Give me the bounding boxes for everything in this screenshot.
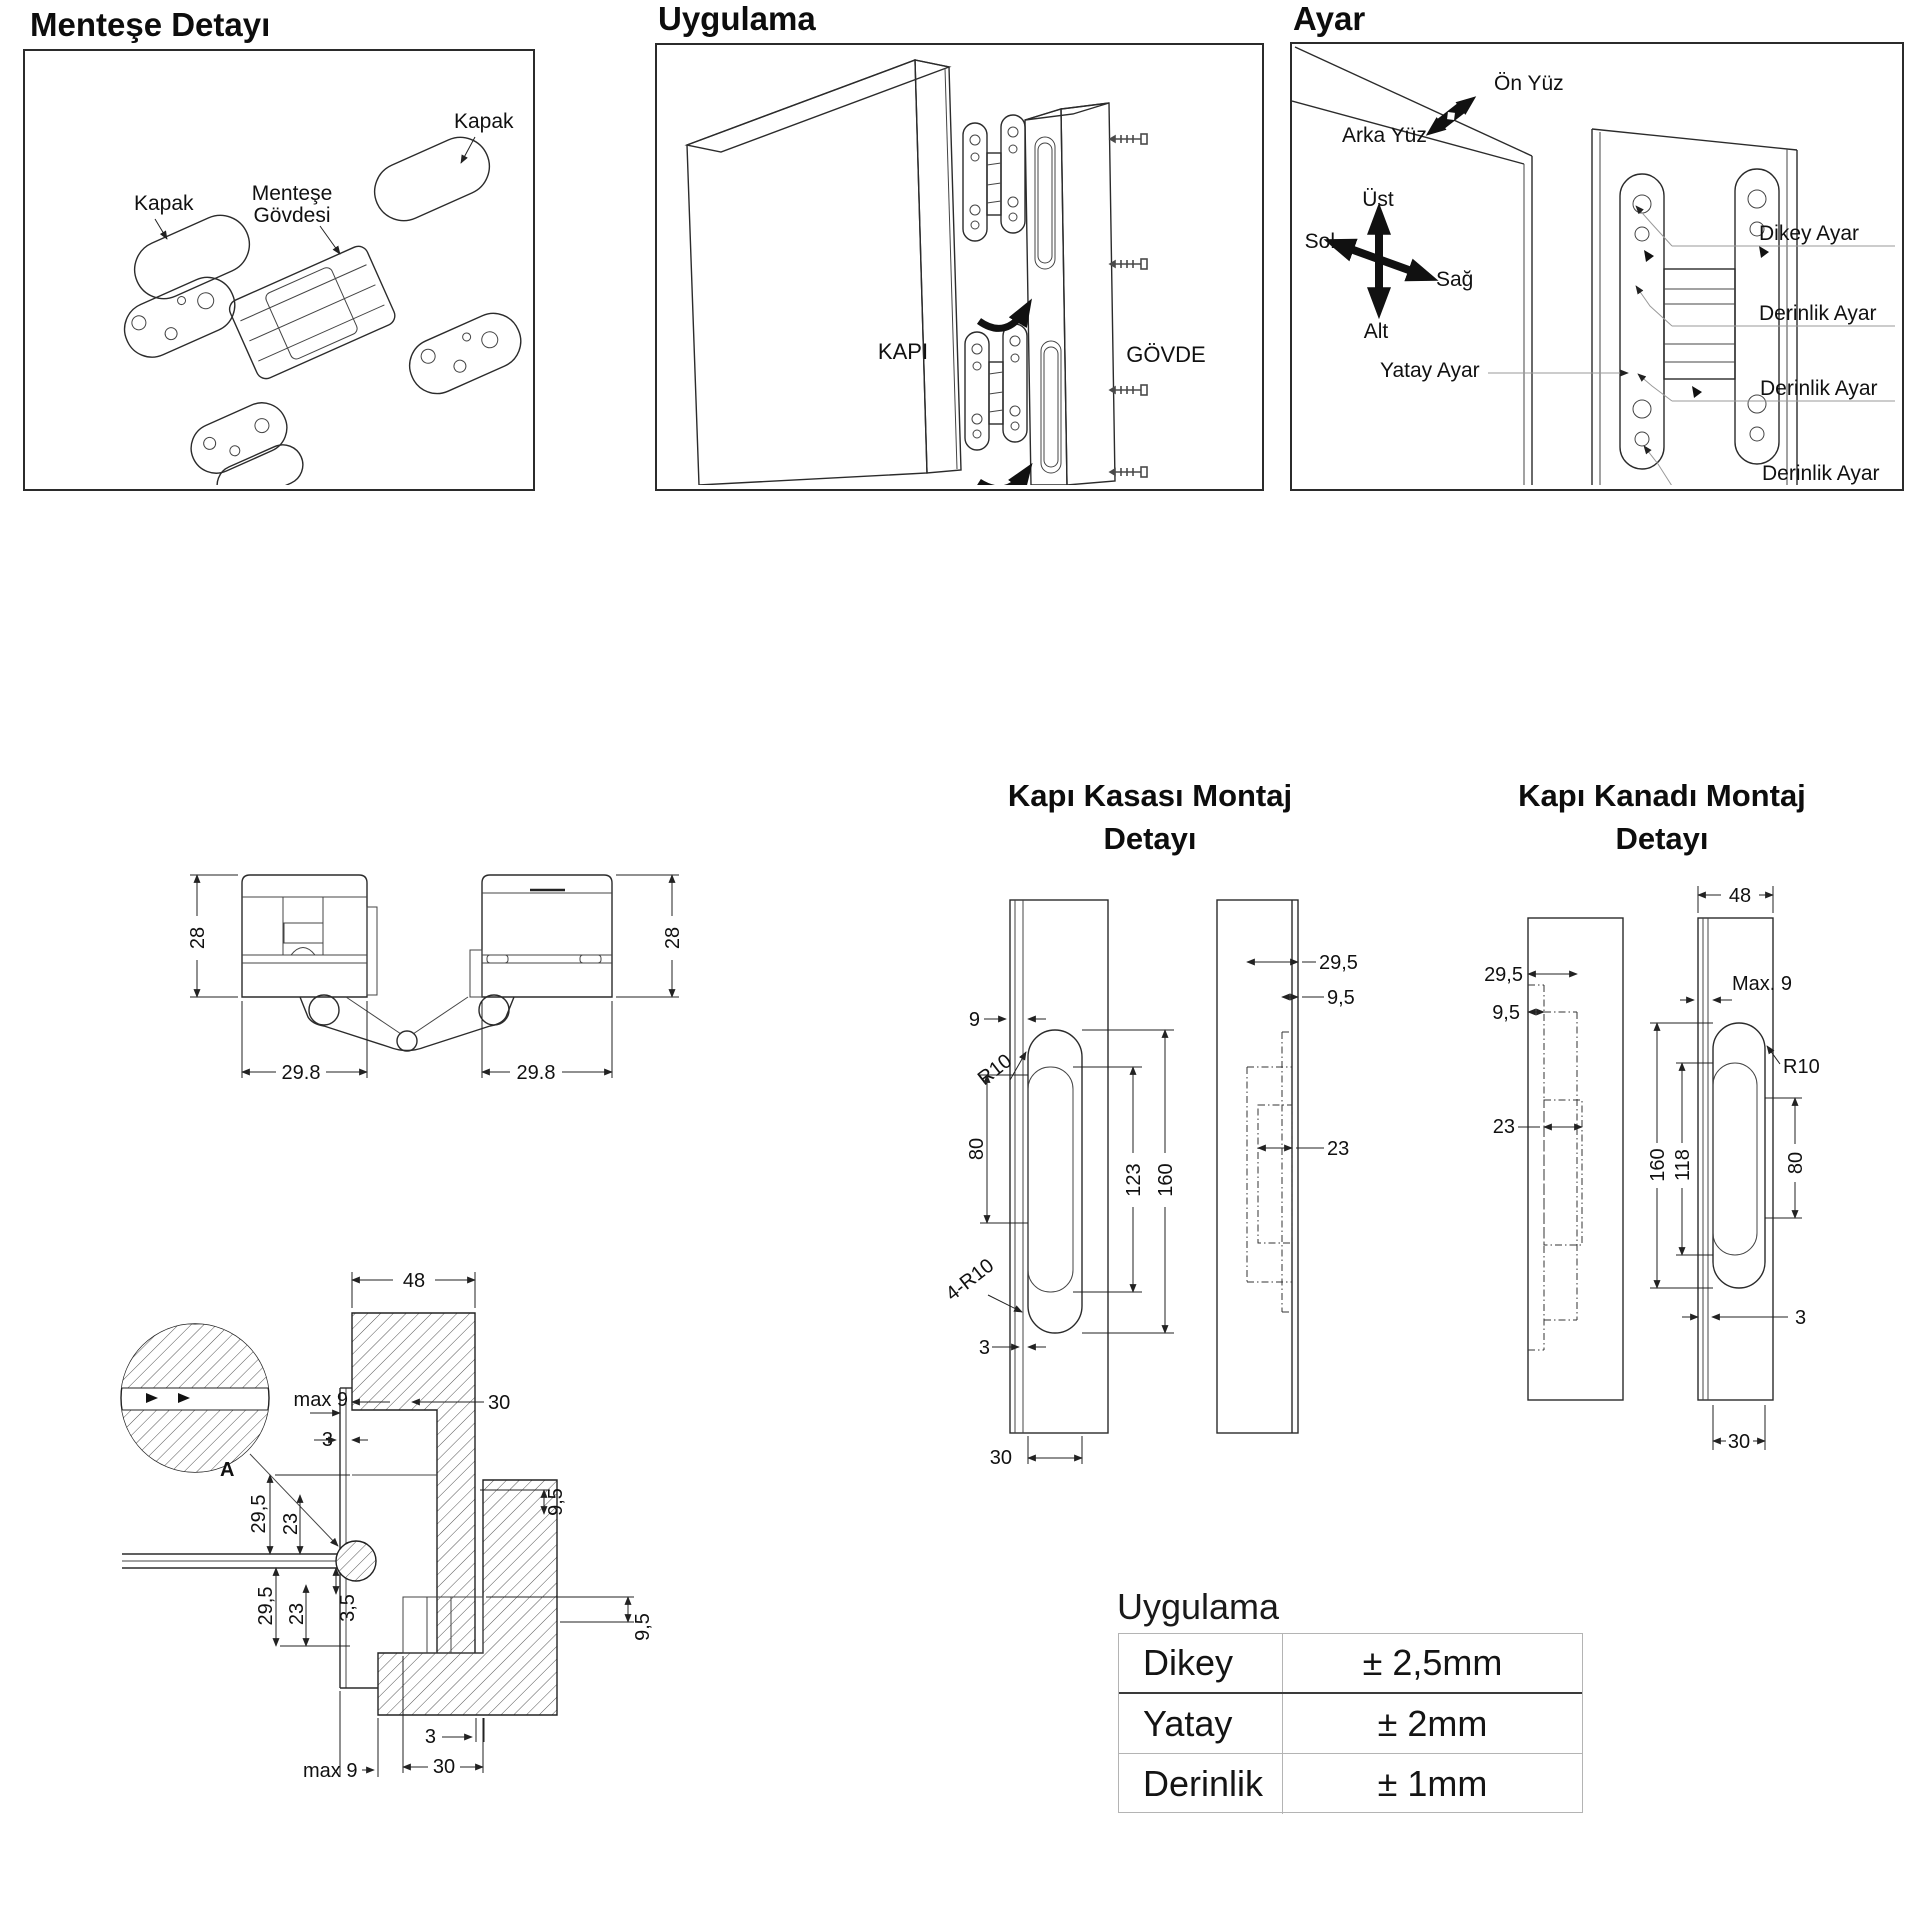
hinge-body-drawing [116,243,529,485]
dim-23: 23 [1327,1138,1350,1160]
table-row [1119,1634,1582,1694]
dim-9-5-bottom: 9,5 [632,1613,654,1641]
dim-3-leaf: 3 [1795,1307,1807,1329]
leaf-mount-title-line1: Kapı Kanadı Montaj [1518,778,1806,813]
tolerance-table-title: Uygulama [1117,1586,1280,1627]
front-view-right-block [470,875,612,997]
tolerance-label-derinlik: Derinlik [1119,1754,1283,1814]
tolerance-label-yatay: Yatay [1119,1694,1283,1753]
depth-adjust-label-2: Derinlik Ayar [1760,377,1878,400]
right-label: Sağ [1436,268,1474,291]
dim-width-left: 29.8 [281,1062,321,1084]
front-view-dimensions [187,875,684,1084]
tolerance-label-dikey: Dikey [1119,1634,1283,1692]
front-face-label: Ön Yüz [1494,72,1564,95]
depth-adjust-callout-2 [1638,374,1895,401]
frame-mount-title-line2: Detayı [1103,821,1197,856]
dim-29-5-leaf: 29,5 [1484,964,1523,986]
adjustment-title: Ayar [1293,0,1366,37]
left-label: Sol [1304,230,1335,253]
dim-9-5-top: 9,5 [545,1488,567,1516]
leaf-side-dimensions [1484,964,1582,1138]
back-face-label: Arka Yüz [1342,124,1427,147]
leaf-mount-title-line2: Detayı [1615,821,1709,856]
dim-3-bottom: 3 [424,1726,436,1748]
horizontal-adjust-label: Yatay Ayar [1380,359,1480,382]
adjustment-panel [1290,42,1904,491]
frame-mount-title-line1: Kapı Kasası Montaj [1007,778,1293,813]
hinge-top-drawing [963,115,1025,241]
frame-side-dimensions [1247,952,1358,1160]
cover-right-label: Kapak [454,110,514,133]
tolerance-value-derinlik: ± 1mm [1377,1763,1488,1804]
application-panel [655,43,1264,491]
door-label: KAPI [877,339,929,364]
hinge-body-label-line2: Gövdesi [253,204,331,227]
hinge-front-view-drawing [150,860,690,1095]
dim-3-plate: 3 [978,1337,990,1359]
swing-arrow-bottom-icon [979,471,1027,485]
dim-23-top: 23 [280,1512,302,1536]
door-drawing [687,60,961,485]
dim-29-5: 29,5 [1319,952,1358,974]
dim-4r10: 4-R10 [941,1254,999,1306]
cover-plate-right-icon [365,128,498,230]
dim-29-5-top: 29,5 [248,1494,270,1534]
leaf-side-view [1528,918,1623,1400]
vertical-adjust-callout [1636,206,1895,246]
wall-panel-drawing [1292,47,1532,485]
tolerance-value-dikey: ± 2,5mm [1362,1642,1503,1683]
depth-adjust-label-1: Derinlik Ayar [1759,302,1877,325]
dim-height-right: 28 [662,926,684,950]
down-label: Alt [1363,320,1389,343]
table-row [1119,1694,1582,1754]
hinge-detail-panel [23,49,535,491]
up-label: Üst [1362,188,1394,211]
dim-r10-leaf: R10 [1783,1056,1820,1078]
hinge-exploded-drawing [25,51,529,485]
dim-80-leaf: 80 [1785,1151,1807,1175]
leaf-elevation-dimensions [1647,885,1820,1453]
table-row [1119,1754,1582,1814]
dim-23-leaf: 23 [1492,1116,1515,1138]
depth-adjust-callout-3 [1644,446,1895,485]
dim-height-left: 28 [187,926,209,950]
dim-23-bottom: 23 [286,1602,308,1626]
dim-160-leaf: 160 [1647,1148,1669,1182]
front-view-left-block [242,875,377,997]
dim-80: 80 [966,1137,988,1161]
section-view-drawing [100,1250,680,1800]
dim-30-bottom: 30 [432,1756,456,1778]
depth-adjust-diamond-icon [1421,90,1481,142]
tolerance-table [1118,1633,1583,1813]
tolerance-value-yatay: ± 2mm [1377,1702,1488,1744]
depth-adjust-label-3: Derinlik Ayar [1762,462,1880,485]
dim-48-leaf: 48 [1728,885,1752,907]
concealed-hinge-drawing [1620,169,1779,469]
hinge-body-label-line1: Menteşe [251,182,333,205]
dim-max9-bottom: max 9 [303,1760,358,1782]
dim-max9-leaf: Max. 9 [1731,973,1793,995]
dim-3-5: 3,5 [337,1594,359,1622]
frame-label: GÖVDE [1126,342,1206,367]
dim-29-5-bottom: 29,5 [255,1586,277,1626]
dim-160: 160 [1155,1163,1177,1197]
detail-a-label: A [220,1459,235,1481]
leaf-mount-drawing [1440,760,1900,1480]
depth-adjust-callout-1 [1636,286,1895,326]
hinge-bottom-drawing [965,324,1027,450]
detail-circle-a [121,1324,338,1546]
frame-mount-drawing [920,760,1400,1480]
application-drawing [657,45,1258,485]
dim-123: 123 [1123,1163,1145,1197]
cover-left-label: Kapak [134,192,194,215]
dim-r10: R10 [973,1050,1017,1090]
direction-cross-icon [1334,214,1428,308]
dim-118-leaf: 118 [1672,1149,1694,1181]
frame-jamb-side-view [1217,900,1298,1433]
dim-9-offset: 9 [968,1009,980,1031]
dim-30-top: 30 [488,1392,511,1414]
dim-9-5: 9,5 [1327,987,1355,1009]
frame-jamb-elevation [1010,900,1108,1433]
adjustment-drawing [1292,44,1898,485]
dim-30-width: 30 [989,1447,1012,1469]
application-title: Uygulama [658,0,816,37]
dim-9-5-leaf: 9,5 [1492,1002,1520,1024]
cover-plate-left-icon [125,206,258,308]
dim-width-right: 29.8 [516,1062,556,1084]
dim-30-leaf: 30 [1727,1431,1751,1453]
screw-icon [1110,134,1147,477]
dim-max9-top: max 9 [293,1389,348,1411]
dim-3-top: 3 [321,1429,333,1451]
jamb-section [352,1313,475,1708]
dim-48: 48 [402,1270,426,1292]
hinge-detail-title: Menteşe Detayı [30,6,271,43]
frame-post-drawing [1025,103,1115,485]
vertical-adjust-label: Dikey Ayar [1759,222,1859,245]
frame-jamb-dimensions [942,1009,1177,1469]
